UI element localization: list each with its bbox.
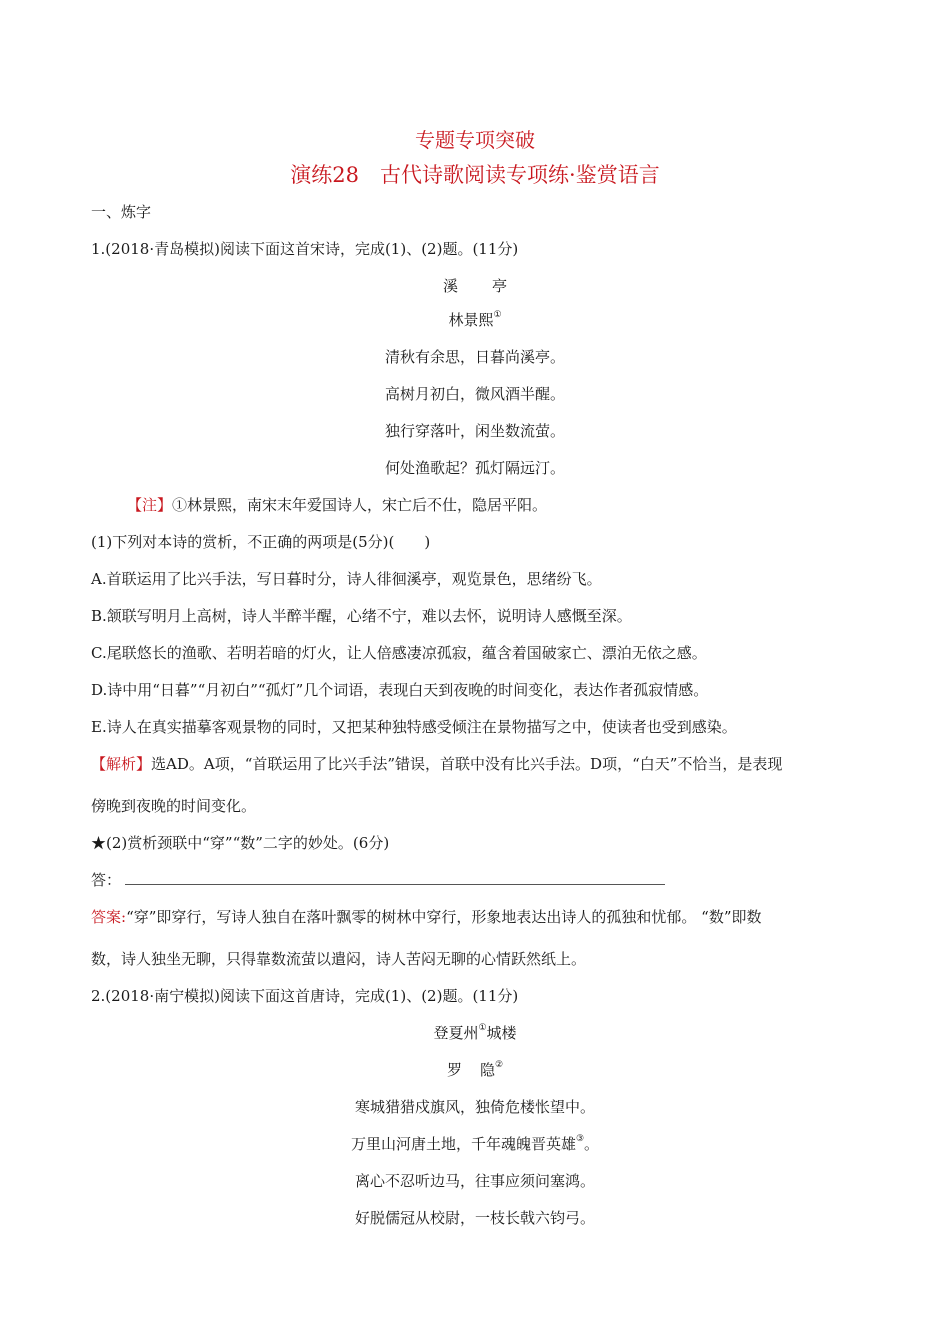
answer-label: 答案: — [91, 908, 127, 926]
poem-2-line-2: 万里山河唐土地，千年魂魄晋英雄③。 — [350, 1134, 600, 1153]
poem-1-line-2: 高树月初白，微风酒半醒。 — [384, 385, 565, 403]
option-e: E.诗人在真实描摹客观景物的同时，又把某种独特感受倾注在景物描写之中，使读者也受到感染。 — [91, 718, 737, 736]
analysis-line-2: 傍晚到夜晚的时间变化。 — [91, 797, 257, 815]
poem-1-line-1: 清秋有余思，日暮尚溪亭。 — [384, 348, 565, 366]
option-c: C.尾联悠长的渔歌、若明若暗的灯火，让人倍感凄凉孤寂，蕴含着国破家亡、漂泊无依之感。 — [91, 644, 707, 662]
poem-2-author: 罗 隐② — [446, 1060, 504, 1079]
answer-line-2: 数，诗人独坐无聊，只得靠数流萤以遣闷，诗人苦闷无聊的心情跃然纸上。 — [91, 950, 587, 968]
poem-2-line-4: 好脱儒冠从校尉，一枝长戟六钧弓。 — [354, 1209, 595, 1227]
answer-blank-line — [125, 870, 665, 885]
page-title-series: 专题专项突破 — [415, 128, 535, 152]
question-1-stem: 1.(2018·青岛模拟)阅读下面这首宋诗，完成(1)、(2)题。(11分) — [91, 240, 519, 258]
analysis-line-1: 【解析】选AD。A项，“首联运用了比兴手法”错误，首联中没有比兴手法。D项，“白天”不恰当，是表现 — [91, 755, 783, 773]
poem-1-author: 林景熙① — [448, 310, 502, 329]
poem-2-title: 登夏州①城楼 — [433, 1023, 517, 1042]
option-d: D.诗中用“日暮”“月初白”“孤灯”几个词语，表现白天到夜晚的时间变化，表达作者孤寂情感。 — [91, 681, 709, 699]
option-a: A.首联运用了比兴手法，写日暮时分，诗人徘徊溪亭，观览景色，思绪纷飞。 — [91, 570, 602, 588]
option-b: B.颔联写明月上高树，诗人半醉半醒，心绪不宁，难以去怀，说明诗人感慨至深。 — [91, 607, 632, 625]
analysis-label: 【解析】 — [91, 755, 152, 773]
page-title: 演练28 古代诗歌阅读专项练·鉴赏语言 — [290, 163, 660, 187]
poem-1-title: 溪 亭 — [442, 277, 508, 295]
question-1-2: ★(2)赏析颈联中“穿”“数”二字的妙处。(6分) — [91, 834, 390, 852]
answer-prompt: 答： — [91, 870, 861, 890]
question-2-stem: 2.(2018·南宁模拟)阅读下面这首唐诗，完成(1)、(2)题。(11分) — [91, 987, 519, 1005]
question-1-1: (1)下列对本诗的赏析，不正确的两项是(5分)( ) — [91, 533, 431, 551]
section-heading: 一、炼字 — [91, 203, 152, 221]
poem-2-line-1: 寒城猎猎戍旗风，独倚危楼怅望中。 — [354, 1098, 595, 1116]
poem-1-line-4: 何处渔歌起？孤灯隔远汀。 — [384, 459, 565, 477]
poem-2-line-3: 离心不忍听边马，往事应须问塞鸿。 — [354, 1172, 595, 1190]
poem-1-note: 【注】①林景熙，南宋末年爱国诗人，宋亡后不仕，隐居平阳。 — [127, 496, 548, 514]
answer-line-1: 答案:“穿”即穿行，写诗人独自在落叶飘零的树林中穿行，形象地表达出诗人的孤独和忧郁。 “数”即数 — [91, 908, 762, 926]
note-label: 【注】 — [127, 496, 173, 514]
poem-1-line-3: 独行穿落叶，闲坐数流萤。 — [384, 422, 565, 440]
